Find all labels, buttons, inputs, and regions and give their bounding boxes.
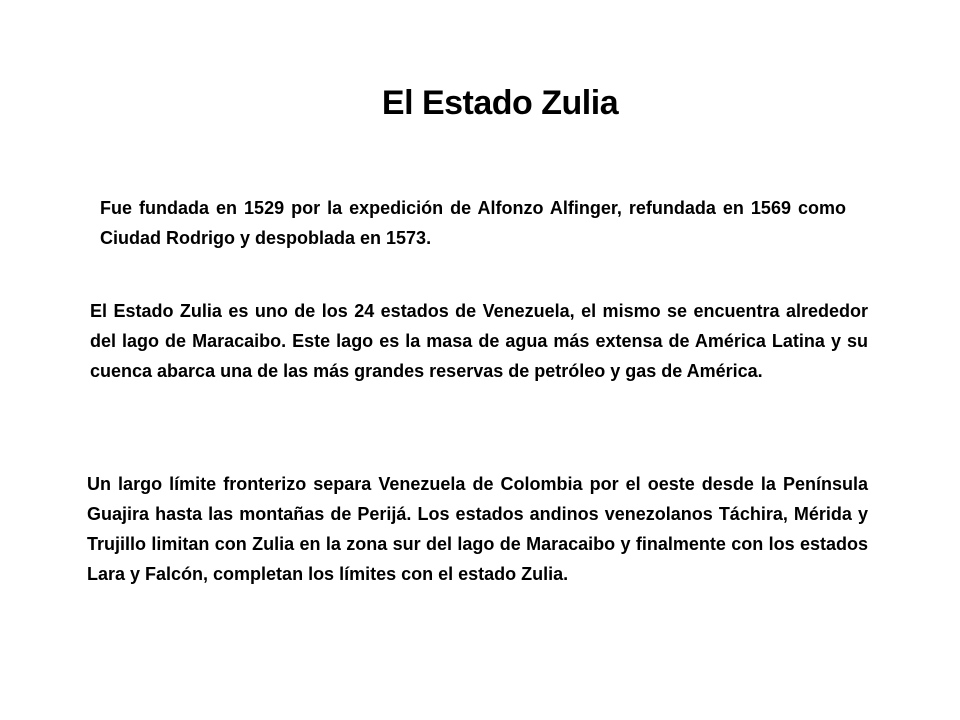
slide-title: El Estado Zulia <box>381 84 619 122</box>
paragraph-description-lead: El <box>90 301 114 321</box>
paragraph-borders: Un largo límite fronterizo separa Venezuela de Colombia por el oeste desde la Península Guajira hasta las montañas de Perijá. Los estados andinos venezolanos Táchira, Mérida y Trujillo limitan con Zulia en la zona sur del lago de Maracaibo y finalmente con los estados Lara y Falcón, completan los límites con el estado Zulia. <box>87 474 868 584</box>
paragraph-description <box>90 296 868 386</box>
paragraph-description-body: es uno de los 24 estados de Venezuela, el mismo se encuentra alrededor del lago de Maracaibo. Este lago es la masa de agua más extensa de América Latina y su cuenca abarca una de las más grandes reservas de petróleo y gas de América. <box>90 301 869 381</box>
paragraph-foundation: Fue fundada en 1529 por la expedición de Alfonzo Alfinger, refundada en 1569 como Ciudad Rodrigo y despoblada en 1573. <box>100 198 846 248</box>
paragraph-description-emphasis: Estado Zulia <box>113 301 222 321</box>
